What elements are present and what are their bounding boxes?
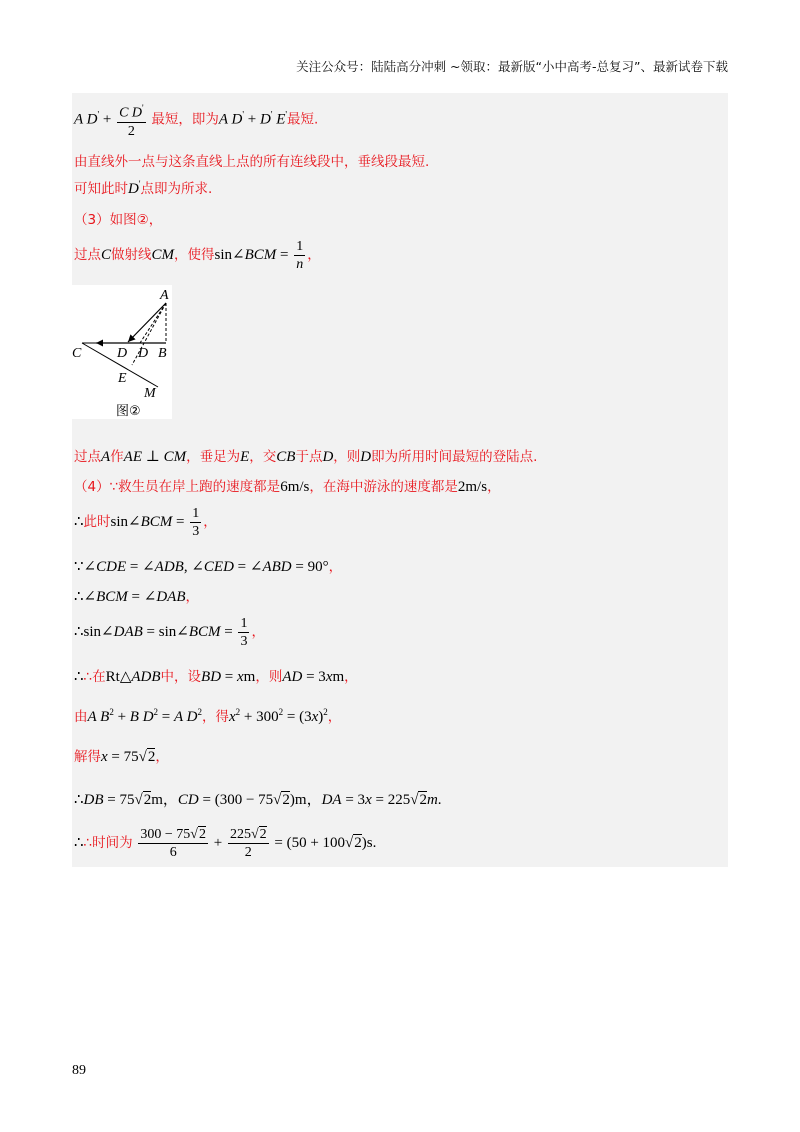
figure-svg xyxy=(72,285,172,419)
solution-line-10: ∴∠BCM = ∠DAB， xyxy=(74,589,199,605)
svg-text:B: B xyxy=(158,346,167,361)
svg-text:M: M xyxy=(144,386,156,401)
solution-line-4: （3）如图②， xyxy=(74,212,163,228)
geometry-figure xyxy=(72,285,172,419)
solution-line-12: ∴∴在Rt△ADB中，设BD = xm，则AD = 3xm， xyxy=(74,669,358,685)
solution-line-8: ∴此时sin∠BCM = $\frac{1}{3}$ ， xyxy=(74,506,217,539)
svg-text:D: D xyxy=(117,346,128,361)
solution-line-15: ∴DB = 75√2m，CD = (300 − 75√2)m，DA = 3x = 225√2m. xyxy=(74,792,442,808)
svg-text:E: E xyxy=(118,371,127,386)
solution-line-1: A D' + $\frac{C D'}{2}$ 最短，即为A D' + D' E'最短. xyxy=(74,100,318,140)
page-number: 89 xyxy=(72,1063,86,1078)
solution-line-13: 由A $B^2 + B$ $D^2 = A$ $D^2$，得$x^2 + 300^2 = (3x)^2$， xyxy=(74,707,342,725)
page-header: 关注公众号：陆陆高分冲刺 ~领取：最新版“小中高考-总复习”、最新试卷下载 xyxy=(296,59,728,74)
svg-text:A: A xyxy=(160,288,169,303)
solution-line-9: ∵∠CDE = ∠ADB, ∠CED = ∠ABD = 90°， xyxy=(74,559,343,575)
solution-line-11: ∴sin∠DAB = sin∠BCM = $\frac{1}{3}$ ， xyxy=(74,616,265,649)
solution-line-14: 解得x = 75√2， xyxy=(74,749,169,765)
solution-line-2: 由直线外一点与这条直线上点的所有连线段中，垂线段最短. xyxy=(74,154,430,170)
svg-text:图②: 图② xyxy=(116,404,141,419)
solution-line-7: （4）∵救生员在岸上跑的速度都是6m/s，在海中游泳的速度都是2m/s， xyxy=(74,479,501,495)
fraction-cd-over-2: $\frac{C D'}{2}$ xyxy=(117,100,146,140)
solution-line-3: 可知此时D'点即为所求. xyxy=(74,179,213,197)
solution-line-16: ∴∴时间为 $\frac{300 - 75√2}{6}$ + $\frac{225√2}{2}$ = (50 + 100√2)s. xyxy=(74,827,377,860)
solution-line-6: 过点A作AE ⊥ CM，垂足为E，交CB于点D，则D即为所用时间最短的登陆点. xyxy=(74,449,538,465)
svg-text:D: D xyxy=(138,346,149,361)
solution-line-5: 过点C做射线CM，使得sin∠BCM = $\frac{1}{n}$ ， xyxy=(74,239,321,272)
svg-text:C: C xyxy=(72,346,82,361)
